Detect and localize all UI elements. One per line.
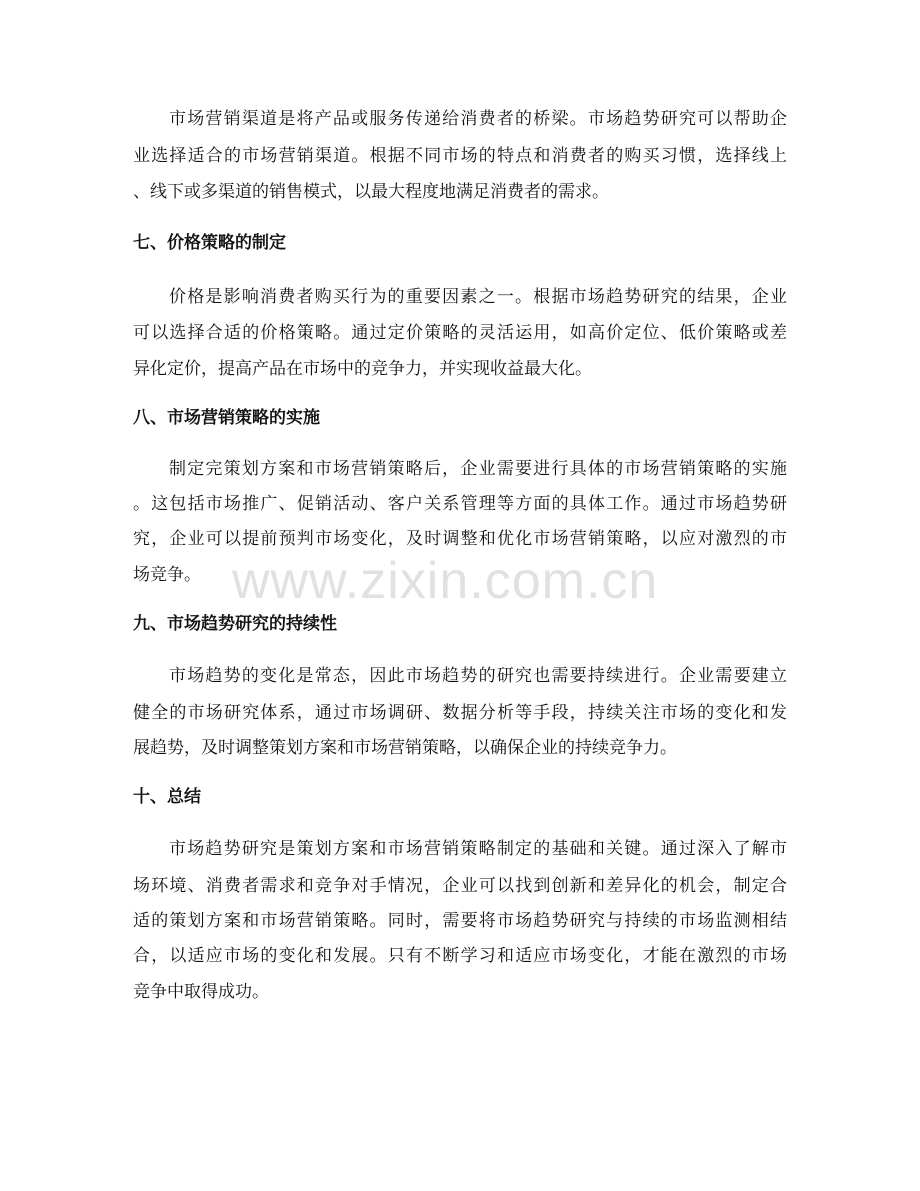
paragraph-line: 市场趋势的变化是常态，因此市场趋势的研究也需要持续进行。企业需要建立 xyxy=(169,666,787,686)
paragraph-line: 制定完策划方案和市场营销策略后，企业需要进行具体的市场营销策略的实施 xyxy=(169,459,787,479)
paragraph-line: 业选择适合的市场营销渠道。根据不同市场的特点和消费者的购买习惯，选择线上 xyxy=(133,146,787,166)
paragraph-line: 究，企业可以提前预判市场变化，及时调整和优化市场营销策略，以应对激烈的市 xyxy=(133,529,787,549)
section-heading-pricing: 七、价格策略的制定 xyxy=(133,233,286,253)
paragraph-line: 可以选择合适的价格策略。通过定价策略的灵活运用，如高价定位、低价策略或差 xyxy=(133,323,787,343)
paragraph-line: 场竞争。 xyxy=(133,565,201,585)
paragraph-line: 竞争中取得成功。 xyxy=(133,982,269,1002)
paragraph-line: 合，以适应市场的变化和发展。只有不断学习和适应市场变化，才能在激烈的市场 xyxy=(133,946,787,966)
section-heading-implementation: 八、市场营销策略的实施 xyxy=(133,408,320,428)
section-heading-summary: 十、总结 xyxy=(133,787,201,807)
paragraph-line: 。这包括市场推广、促销活动、客户关系管理等方面的具体工作。通过市场趋势研 xyxy=(133,494,787,514)
paragraph-line: 适的策划方案和市场营销策略。同时，需要将市场趋势研究与持续的市场监测相结 xyxy=(133,911,787,931)
paragraph-line: 场环境、消费者需求和竞争对手情况，企业可以找到创新和差异化的机会，制定合 xyxy=(133,876,787,896)
paragraph-line: 价格是影响消费者购买行为的重要因素之一。根据市场趋势研究的结果，企业 xyxy=(169,287,787,307)
paragraph-line: 健全的市场研究体系，通过市场调研、数据分析等手段，持续关注市场的变化和发 xyxy=(133,703,787,723)
paragraph-line: 市场趋势研究是策划方案和市场营销策略制定的基础和关键。通过深入了解市 xyxy=(169,839,787,859)
paragraph-line: 、线下或多渠道的销售模式，以最大程度地满足消费者的需求。 xyxy=(133,182,609,202)
section-heading-continuity: 九、市场趋势研究的持续性 xyxy=(133,614,337,634)
paragraph-line: 异化定价，提高产品在市场中的竞争力，并实现收益最大化。 xyxy=(133,359,592,379)
paragraph-line: 市场营销渠道是将产品或服务传递给消费者的桥梁。市场趋势研究可以帮助企 xyxy=(169,109,787,129)
watermark: www.zixin.com.cn xyxy=(232,552,659,610)
paragraph-line: 展趋势，及时调整策划方案和市场营销策略，以确保企业的持续竞争力。 xyxy=(133,738,677,758)
